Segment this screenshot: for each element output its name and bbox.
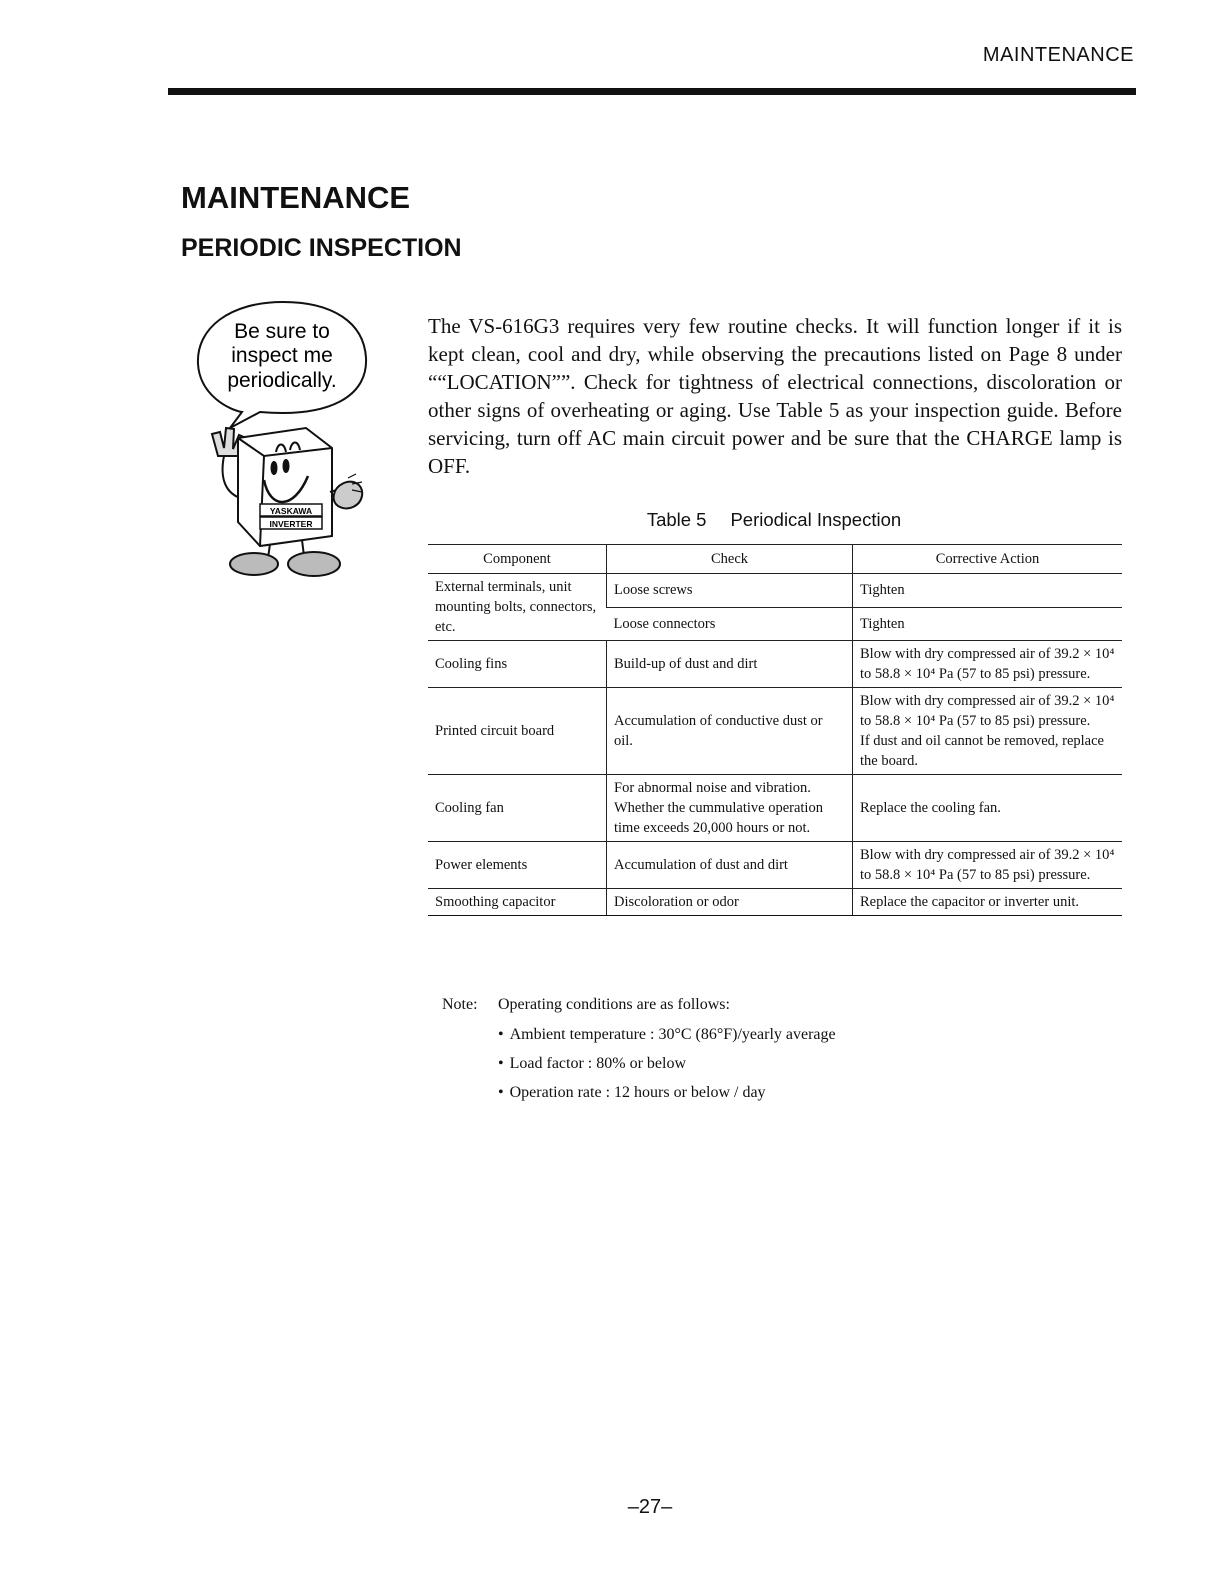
speech-bubble: [198, 302, 366, 428]
table-row: [428, 641, 1122, 688]
bubble-line-2: inspect me: [231, 344, 333, 367]
table-caption-title: Periodical Inspection: [730, 509, 902, 530]
cell-check: Accumulation of dust and dirt: [607, 842, 853, 889]
cell-action: Replace the cooling fan.: [853, 775, 1123, 842]
cell-component: Power elements: [428, 842, 607, 889]
cell-action: Tighten: [853, 607, 1123, 641]
cell-component: External terminals, unit mounting bolts, connectors, etc.: [428, 574, 607, 641]
cell-action: Replace the capacitor or inverter unit.: [853, 889, 1123, 916]
header-rule: [168, 88, 1136, 95]
note-item-load-factor: • Load factor : 80% or below: [498, 1049, 836, 1078]
note-item-operation-rate: • Operation rate : 12 hours or below / day: [498, 1078, 836, 1107]
cell-check: Accumulation of conductive dust or oil.: [607, 688, 853, 775]
header-check: Check: [607, 545, 853, 574]
cell-check: [607, 775, 853, 842]
cell-action-line-2: If dust and oil cannot be removed, replace the board.: [860, 733, 1104, 769]
bubble-line-3: periodically.: [227, 369, 337, 392]
cell-check: Discoloration or odor: [607, 889, 853, 916]
page-number-text: –27–: [627, 1496, 673, 1518]
note-label: Note:: [442, 996, 478, 1013]
inverter-mascot-illustration: [190, 296, 376, 584]
cell-action-line-1: Blow with dry compressed air of 39.2 × 10⁴ to 58.8 × 10⁴ Pa (57 to 85 psi) pressure.: [860, 693, 1115, 729]
table-caption: [428, 509, 1120, 531]
cell-action: Blow with dry compressed air of 39.2 × 10⁴ to 58.8 × 10⁴ Pa (57 to 85 psi) pressure.: [853, 842, 1123, 889]
cell-action: Tighten: [853, 574, 1123, 608]
cell-check-line-2: Whether the cummulative operation time exceeds 20,000 hours or not.: [614, 800, 823, 836]
page-title: MAINTENANCE: [181, 180, 411, 215]
note-item-ambient-temperature: • Ambient temperature : 30°C (86°F)/yearly average: [498, 1020, 836, 1049]
cell-component: Smoothing capacitor: [428, 889, 607, 916]
header-corrective-action: Corrective Action: [853, 545, 1123, 574]
table-row: [428, 842, 1122, 889]
table-header-row: [428, 545, 1122, 574]
header-component: Component: [428, 545, 607, 574]
cell-check-line-1: For abnormal noise and vibration.: [614, 780, 811, 796]
bubble-line-1: Be sure to: [234, 320, 330, 343]
table-row: [428, 889, 1122, 916]
note-list: [498, 1020, 836, 1107]
table-row: [428, 574, 1122, 608]
operating-conditions-note: [442, 996, 836, 1107]
table-row: [428, 775, 1122, 842]
cell-check: Build-up of dust and dirt: [607, 641, 853, 688]
cell-action: [853, 688, 1123, 775]
periodical-inspection-table: [428, 544, 1122, 916]
cell-check: Loose screws: [607, 574, 853, 608]
table-row: [428, 688, 1122, 775]
page-number: [0, 1496, 1220, 1519]
mascot-logo-bottom: INVERTER: [269, 519, 313, 529]
mascot-logo-top: YASKAWA: [269, 506, 313, 516]
running-header: MAINTENANCE: [982, 44, 1134, 66]
section-title: PERIODIC INSPECTION: [181, 234, 462, 262]
note-intro: Operating conditions are as follows:: [498, 996, 730, 1013]
mascot-body: [212, 428, 362, 576]
intro-paragraph: The VS-616G3 requires very few routine checks. It will function longer if it is kept clean, cool and dry, while observing the precautions listed on Page 8 under ““LOCATION””. Check for tightness of electrical connections, discoloration or other signs of overheating or aging. Use Table 5 as your inspection guide. Before servicing, turn off AC main circuit power and be sure that the CHARGE lamp is OFF.: [428, 314, 1122, 478]
table-caption-number: Table 5: [646, 509, 707, 530]
cell-component: Printed circuit board: [428, 688, 607, 775]
cell-component: Cooling fins: [428, 641, 607, 688]
cell-check: Loose connectors: [607, 607, 853, 641]
cell-action: Blow with dry compressed air of 39.2 × 10⁴ to 58.8 × 10⁴ Pa (57 to 85 psi) pressure.: [853, 641, 1123, 688]
cell-component: Cooling fan: [428, 775, 607, 842]
